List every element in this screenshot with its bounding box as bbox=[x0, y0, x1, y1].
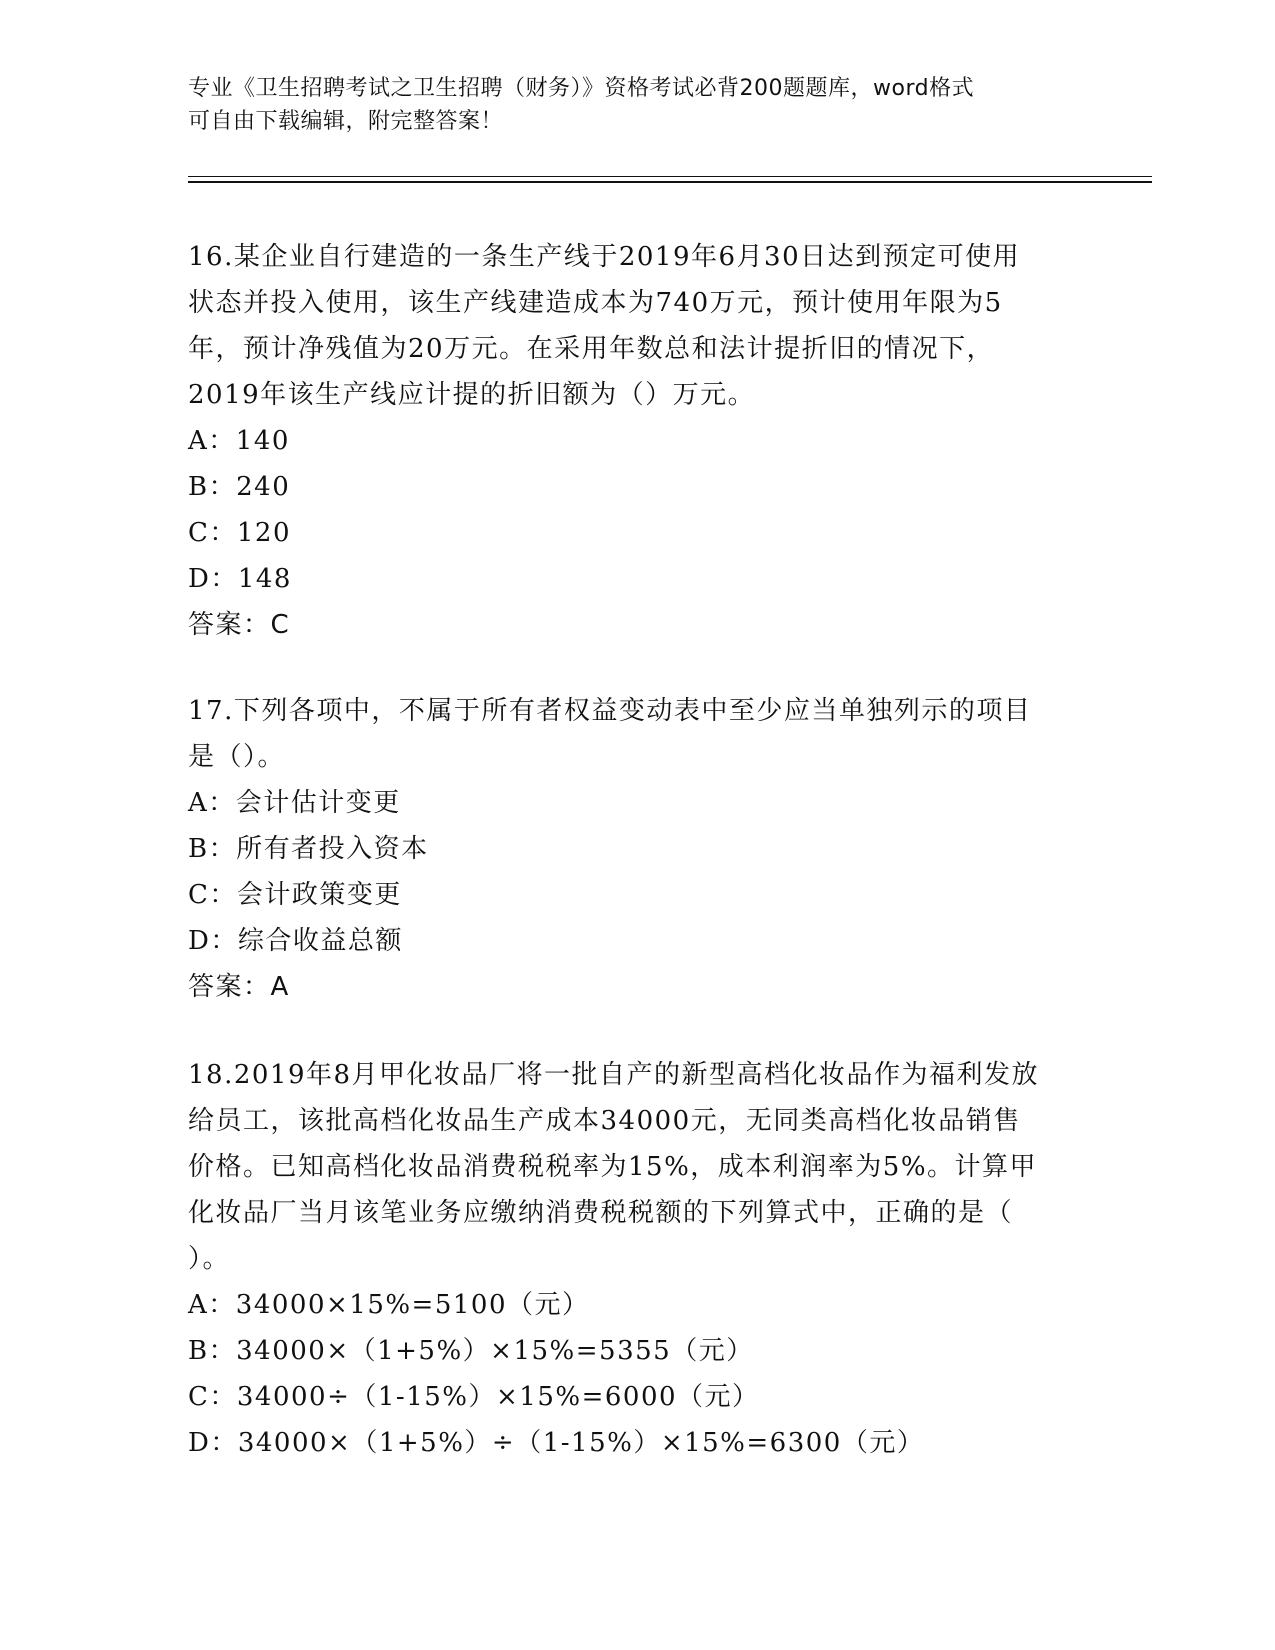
option-a: A：140 bbox=[188, 426, 290, 456]
header-divider-thin bbox=[188, 176, 1152, 177]
answer-line: 答案：A bbox=[188, 972, 290, 1002]
option-b: B：34000×（1+5%）×15%=5355（元） bbox=[188, 1336, 754, 1366]
stem-line: 给员工，该批高档化妆品生产成本34000元，无同类高档化妆品销售 bbox=[188, 1106, 1021, 1136]
stem-line: 是（）。 bbox=[188, 742, 286, 772]
option-c: C：120 bbox=[188, 518, 292, 548]
option-d: D：148 bbox=[188, 564, 292, 594]
option-d: D：34000×（1+5%）÷（1-15%）×15%=6300（元） bbox=[188, 1428, 925, 1458]
answer-line: 答案：C bbox=[188, 610, 291, 640]
option-c: C：会计政策变更 bbox=[188, 880, 402, 910]
option-a: A：34000×15%=5100（元） bbox=[188, 1290, 590, 1320]
option-b: B：240 bbox=[188, 472, 291, 502]
question-stem bbox=[188, 234, 1088, 418]
option-d: D：综合收益总额 bbox=[188, 926, 403, 956]
question-stem bbox=[188, 688, 1088, 780]
option-c: C：34000÷（1-15%）×15%=6000（元） bbox=[188, 1382, 760, 1412]
header-line-2: 可自由下载编辑，附完整答案！ bbox=[188, 109, 504, 134]
header-divider-thick bbox=[188, 181, 1152, 183]
stem-line: 化妆品厂当月该笔业务应缴纳消费税税额的下列算式中，正确的是（ bbox=[188, 1198, 1014, 1228]
stem-line: 17.下列各项中，不属于所有者权益变动表中至少应当单独列示的项目 bbox=[188, 696, 1032, 726]
question-stem bbox=[188, 1052, 1088, 1282]
question-16 bbox=[188, 234, 1088, 648]
stem-line: 2019年该生产线应计提的折旧额为（）万元。 bbox=[188, 380, 756, 410]
header-line-1: 专业《卫生招聘考试之卫生招聘（财务）》资格考试必背200题题库，word格式 bbox=[188, 76, 975, 101]
stem-line: 价格。已知高档化妆品消费税税率为15%，成本利润率为5%。计算甲 bbox=[188, 1152, 1038, 1182]
question-17 bbox=[188, 688, 1088, 1010]
option-a: A：会计估计变更 bbox=[188, 788, 401, 818]
stem-line: 状态并投入使用，该生产线建造成本为740万元，预计使用年限为5 bbox=[188, 288, 1003, 318]
option-b: B：所有者投入资本 bbox=[188, 834, 429, 864]
stem-line: 年，预计净残值为20万元。在采用年数总和法计提折旧的情况下， bbox=[188, 334, 995, 364]
question-18 bbox=[188, 1052, 1088, 1466]
document-header bbox=[188, 72, 1088, 138]
stem-line: 18.2019年8月甲化妆品厂将一批自产的新型高档化妆品作为福利发放 bbox=[188, 1060, 1040, 1090]
stem-line: ）。 bbox=[188, 1244, 231, 1274]
stem-line: 16.某企业自行建造的一条生产线于2019年6月30日达到预定可使用 bbox=[188, 242, 1021, 272]
